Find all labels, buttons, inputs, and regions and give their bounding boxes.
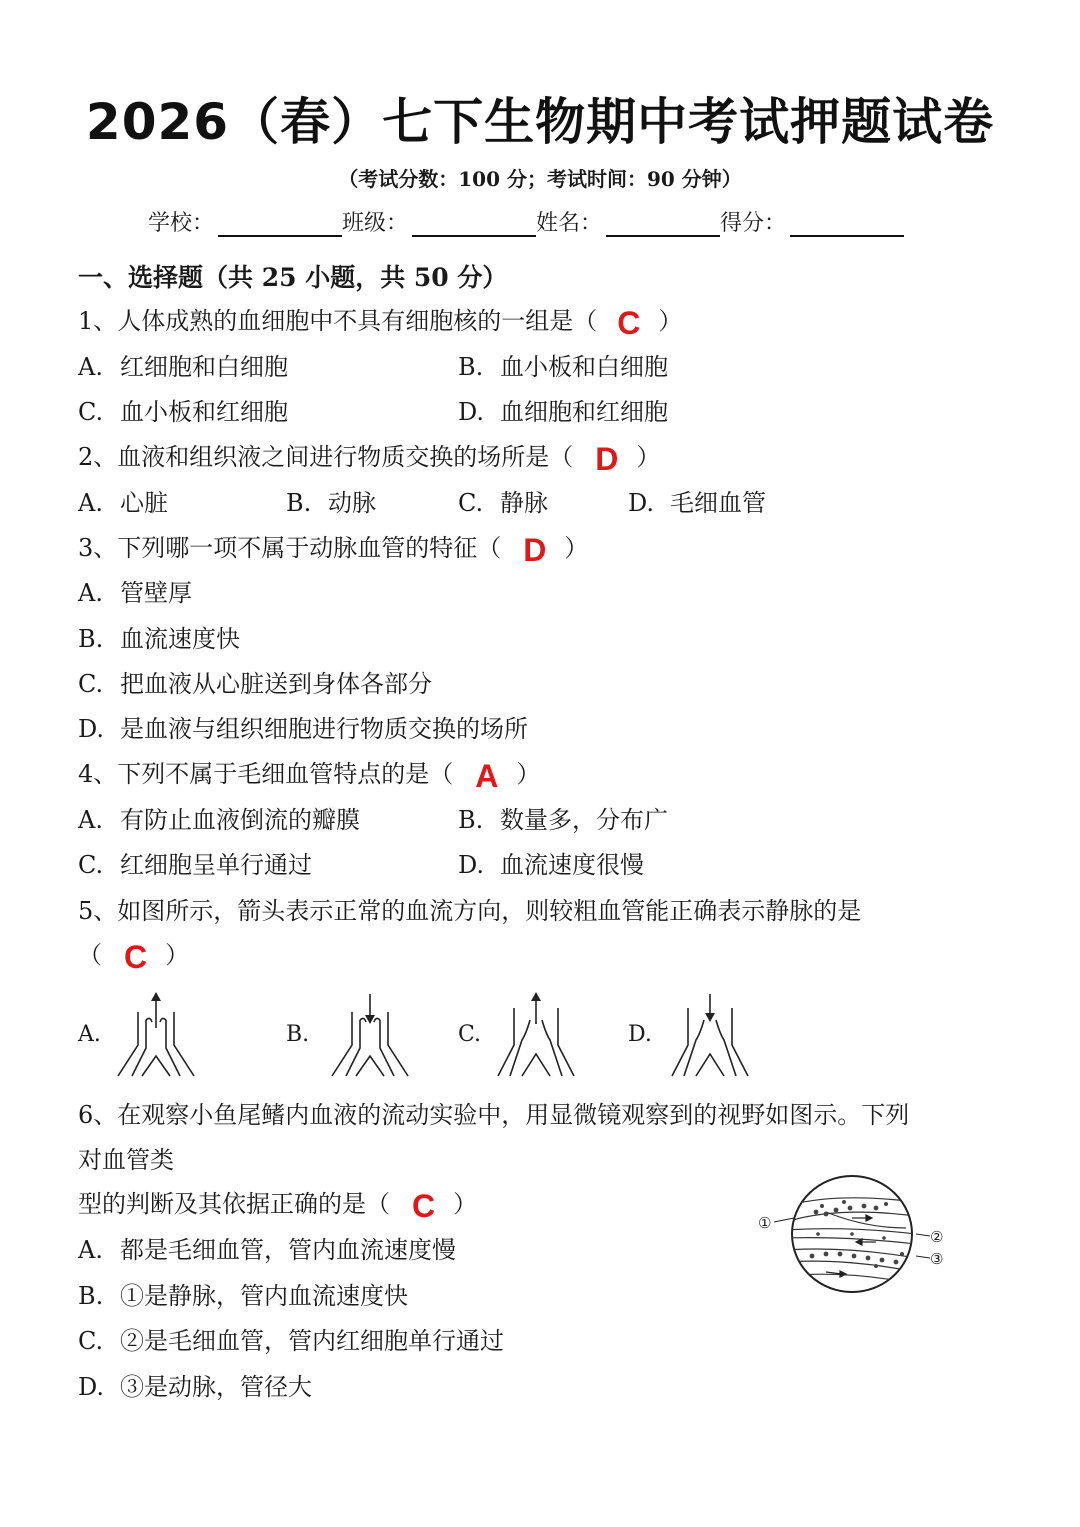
option[interactable]: [628, 488, 766, 518]
option-text: 血流速度快: [120, 625, 240, 653]
option-key: B.: [78, 625, 104, 653]
option-key: C.: [458, 489, 484, 517]
option-text: 静脉: [500, 489, 548, 517]
question-1: [78, 304, 683, 341]
close-paren: ）: [658, 307, 683, 335]
option-text: ③是动脉，管径大: [120, 1373, 312, 1401]
close-paren: ）: [165, 941, 190, 969]
diagram-label-a: A.: [78, 1022, 101, 1047]
option[interactable]: [458, 397, 668, 427]
diagram-label-c: C.: [458, 1022, 482, 1047]
option-key: B.: [458, 353, 484, 381]
class-label: 班级：: [342, 211, 409, 236]
option-text: 心脏: [120, 489, 168, 517]
option[interactable]: [458, 488, 548, 518]
question-6-line-2: 对血管类: [78, 1146, 174, 1174]
vessel-diagram-a[interactable]: [116, 990, 196, 1080]
option[interactable]: [458, 850, 644, 880]
answer-mark: C: [412, 1187, 436, 1224]
option[interactable]: [78, 578, 192, 608]
school-blank[interactable]: [218, 211, 342, 237]
question-stem: 1、人体成熟的血细胞中不具有细胞核的一组是（: [78, 307, 598, 335]
answer-mark: D: [595, 440, 619, 477]
question-3: [78, 531, 589, 568]
figure-label-3: ③: [930, 1250, 944, 1268]
option[interactable]: [78, 1326, 504, 1356]
option-key: A.: [78, 806, 103, 834]
option-key: D.: [458, 398, 485, 426]
option[interactable]: [458, 352, 668, 382]
vessel-diagram-c[interactable]: [496, 990, 576, 1080]
option-text: 动脉: [328, 489, 376, 517]
class-blank[interactable]: [412, 211, 536, 237]
answer-mark: D: [523, 531, 547, 568]
figure-label-2: ②: [930, 1228, 944, 1246]
option-text: 血小板和红细胞: [120, 398, 288, 426]
option[interactable]: [78, 1235, 456, 1265]
option[interactable]: [78, 805, 360, 835]
question-5: 5、如图所示，箭头表示正常的血流方向，则较粗血管能正确表示静脉的是: [78, 897, 862, 925]
close-paren: ）: [564, 534, 589, 562]
question-2: [78, 440, 661, 477]
option-text: ②是毛细血管，管内红细胞单行通过: [120, 1327, 504, 1355]
option-key: B.: [458, 806, 484, 834]
option-key: B.: [78, 1282, 104, 1310]
question-stem: 3、下列哪一项不属于动脉血管的特征（: [78, 534, 502, 562]
option-key: C.: [78, 1327, 104, 1355]
option-text: 有防止血液倒流的瓣膜: [120, 806, 360, 834]
option-key: D.: [78, 715, 105, 743]
option-text: 数量多，分布广: [500, 806, 668, 834]
option-key: A.: [78, 1236, 103, 1264]
score-blank[interactable]: [790, 211, 904, 237]
option-text: 把血液从心脏送到身体各部分: [120, 670, 432, 698]
figure-label-1: ①: [758, 1214, 772, 1232]
vessel-diagram-b[interactable]: [330, 990, 410, 1080]
close-paren: ）: [516, 760, 541, 788]
option-text: 都是毛细血管，管内血流速度慢: [120, 1236, 456, 1264]
question-6-line-3: [78, 1187, 478, 1224]
option-key: B.: [286, 489, 312, 517]
open-paren: （: [78, 941, 102, 969]
question-6-line-1: 6、在观察小鱼尾鳍内血液的流动实验中，用显微镜观察到的视野如图示。下列: [78, 1101, 910, 1129]
option[interactable]: [78, 669, 432, 699]
answer-mark: A: [475, 757, 499, 794]
option-key: A.: [78, 353, 103, 381]
option-key: C.: [78, 398, 104, 426]
answer-mark: C: [124, 938, 148, 975]
option-key: A.: [78, 489, 103, 517]
vessel-diagram-d[interactable]: [670, 990, 750, 1080]
option-key: A.: [78, 579, 103, 607]
diagram-label-b: B.: [286, 1022, 310, 1047]
option-text: ①是静脉，管内血流速度快: [120, 1282, 408, 1310]
name-label: 姓名：: [536, 211, 603, 236]
close-paren: ）: [453, 1190, 478, 1218]
option-text: 红细胞和白细胞: [120, 353, 288, 381]
question-stem: 2、血液和组织液之间进行物质交换的场所是（: [78, 443, 574, 471]
option-text: 红细胞呈单行通过: [120, 851, 312, 879]
close-paren: ）: [636, 443, 661, 471]
school-label: 学校：: [148, 211, 215, 236]
option[interactable]: [78, 1372, 312, 1402]
microscope-field-figure: [756, 1172, 946, 1298]
option-key: D.: [628, 489, 655, 517]
diagram-label-d: D.: [628, 1022, 652, 1047]
option-key: D.: [458, 851, 485, 879]
exam-subtitle: （考试分数：100 分；考试时间：90 分钟）: [338, 167, 742, 191]
question-5-answer-line: [78, 938, 190, 975]
question-stem: 4、下列不属于毛细血管特点的是（: [78, 760, 454, 788]
option-key: C.: [78, 670, 104, 698]
option-text: 血流速度很慢: [500, 851, 644, 879]
option[interactable]: [78, 397, 288, 427]
name-blank[interactable]: [606, 211, 720, 237]
option[interactable]: [78, 850, 312, 880]
option-key: D.: [78, 1373, 105, 1401]
question-4: [78, 757, 541, 794]
option-text: 是血液与组织细胞进行物质交换的场所: [120, 715, 528, 743]
section-heading: 一、选择题（共 25 小题，共 50 分）: [78, 263, 508, 292]
option[interactable]: [78, 352, 288, 382]
option[interactable]: [78, 714, 528, 744]
option[interactable]: [78, 624, 240, 654]
option[interactable]: [78, 1281, 408, 1311]
page-title: 2026（春）七下生物期中考试押题试卷: [85, 93, 995, 151]
option-text: 毛细血管: [670, 489, 766, 517]
score-label: 得分：: [720, 211, 787, 236]
option-key: C.: [78, 851, 104, 879]
option[interactable]: [78, 488, 168, 518]
option-text: 血细胞和红细胞: [500, 398, 668, 426]
option-text: 血小板和白细胞: [500, 353, 668, 381]
option[interactable]: [458, 805, 668, 835]
option-text: 管壁厚: [120, 579, 192, 607]
question-stem: 型的判断及其依据正确的是（: [78, 1190, 390, 1218]
answer-mark: C: [617, 304, 641, 341]
student-info-row: [148, 206, 904, 237]
option[interactable]: [286, 488, 376, 518]
